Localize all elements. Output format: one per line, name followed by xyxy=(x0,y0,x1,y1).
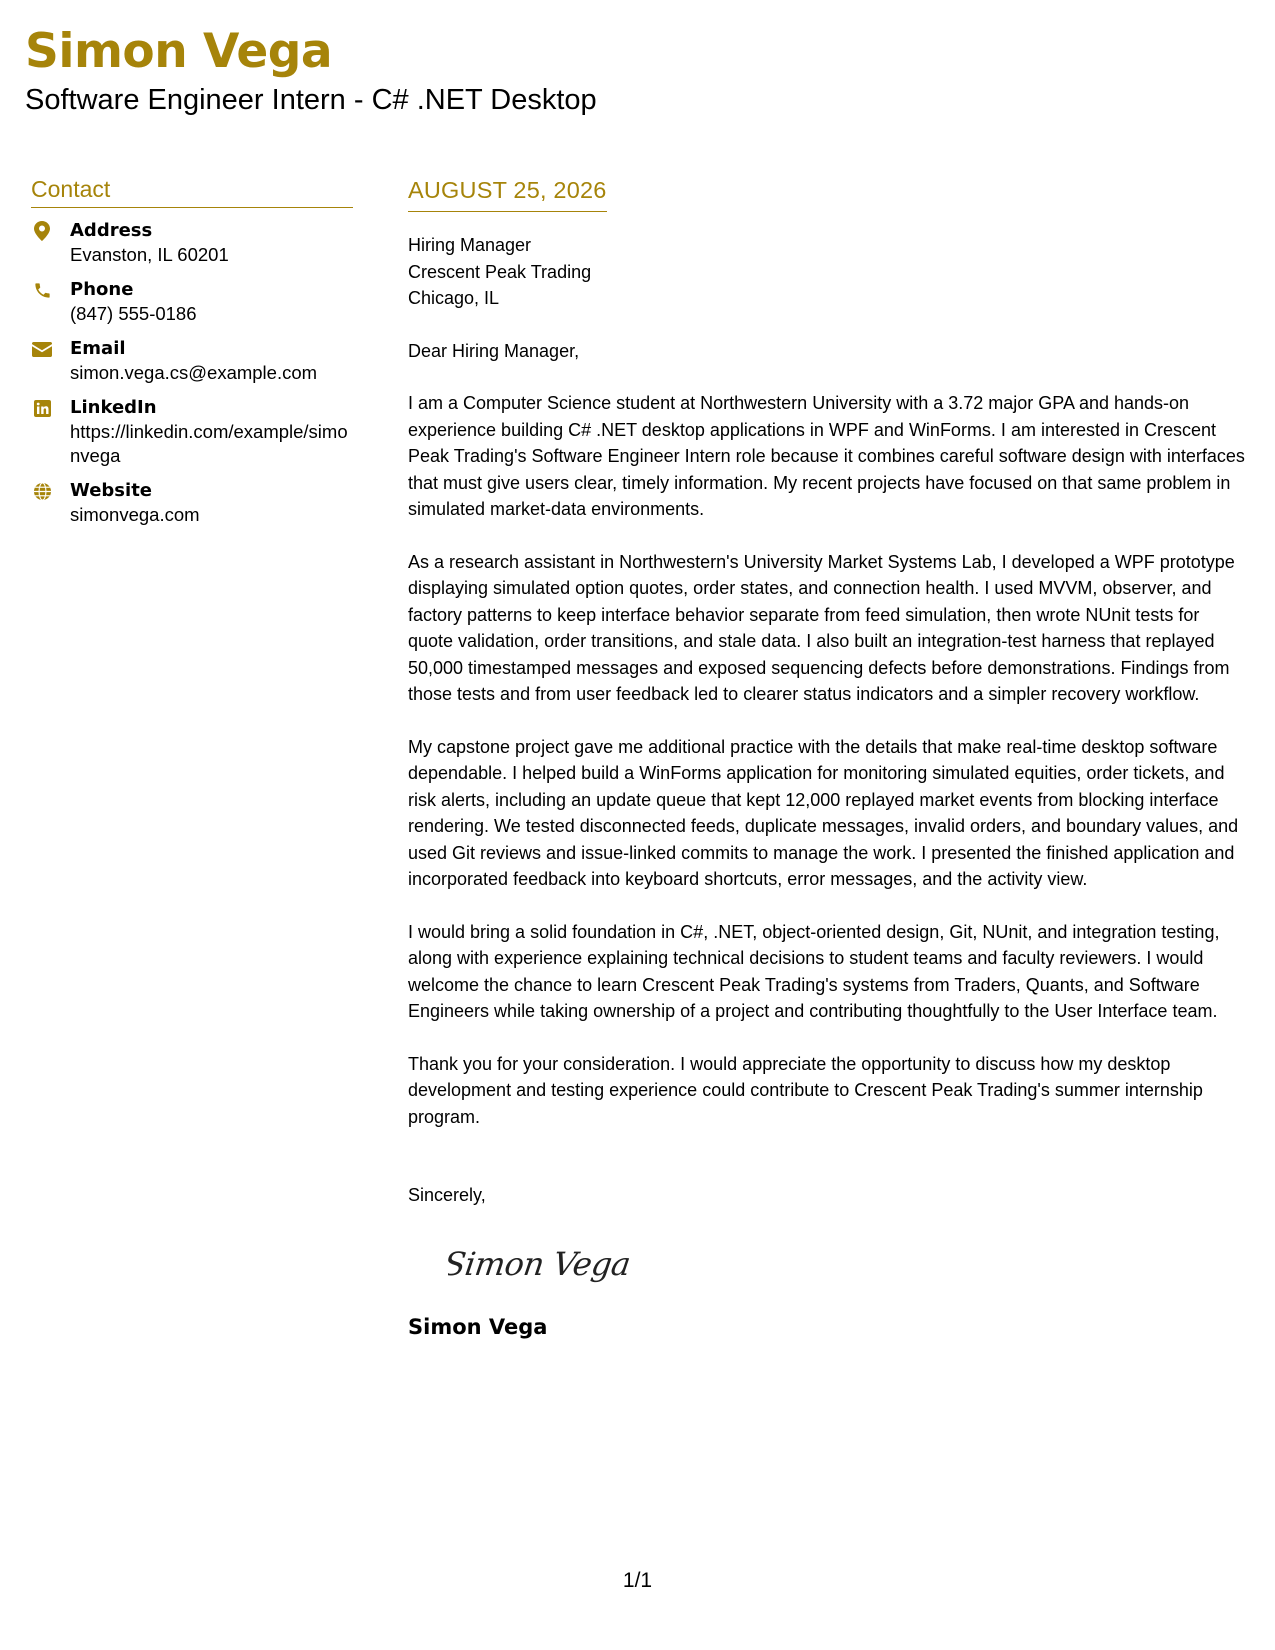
phone-icon xyxy=(31,279,53,301)
recipient-line: Chicago, IL xyxy=(408,288,500,308)
applicant-title: Software Engineer Intern - C# .NET Desktop xyxy=(25,84,597,116)
closing: Sincerely, xyxy=(408,1185,486,1205)
contact-item-address xyxy=(31,218,353,267)
phone-value: (847) 555-0186 xyxy=(70,303,197,324)
address-value: Evanston, IL 60201 xyxy=(70,244,229,265)
contact-label: Website xyxy=(70,480,153,501)
letter-paragraph: I am a Computer Science student at Northwestern University with a 3.72 major GPA and hands-on experience building C# .NET desktop applications in WPF and WinForms. I am interested in Crescent Peak Trading's Software Engineer Intern role because it combines careful software design with interfaces that must give users clear, timely information. My recent projects have focused on that same problem in simulated market-data environments. xyxy=(408,393,1245,519)
contact-item-phone xyxy=(31,277,353,326)
contact-item-email xyxy=(31,336,353,385)
letter-date: AUGUST 25, 2026 xyxy=(408,175,607,212)
contact-item-website xyxy=(31,478,353,527)
contact-item-linkedin xyxy=(31,395,353,468)
signer-name: Simon Vega xyxy=(408,1314,548,1339)
envelope-icon xyxy=(31,338,53,360)
signature-text: Simon Vega xyxy=(448,1244,633,1283)
letter-paragraph: I would bring a solid foundation in C#, .NET, object-oriented design, Git, NUnit, and integration testing, along with experience explaining technical decisions to student teams and faculty reviewers. I would welcome the chance to learn Crescent Peak Trading's systems from Traders, Quants, and Software Engineers while taking ownership of a project and contributing thoughtfully to the User Interface team. xyxy=(408,921,1220,1021)
contact-heading: Contact xyxy=(31,175,353,208)
linkedin-icon xyxy=(31,397,53,419)
linkedin-value[interactable]: https://linkedin.com/example/simonvega xyxy=(70,421,348,466)
salutation: Dear Hiring Manager, xyxy=(408,340,580,361)
contact-label: LinkedIn xyxy=(70,397,157,418)
letter-paragraph: Thank you for your consideration. I would appreciate the opportunity to discuss how my desktop development and testing experience could contribute to Crescent Peak Trading's summer internship program. xyxy=(408,1053,1203,1127)
contact-label: Address xyxy=(70,220,153,241)
recipient-block xyxy=(408,232,1248,312)
letter-header xyxy=(25,22,597,118)
contact-label: Email xyxy=(70,338,126,359)
map-pin-icon xyxy=(31,220,53,242)
recipient-line: Crescent Peak Trading xyxy=(408,261,592,282)
letter-paragraph: My capstone project gave me additional practice with the details that make real-time desktop software dependable. I helped build a WinForms application for monitoring simulated equities, order tickets, and risk alerts, including an update queue that kept 12,000 replayed market events from blocking interface rendering. We tested disconnected feeds, duplicate messages, invalid orders, and boundary values, and used Git reviews and issue-linked commits to manage the work. I presented the finished application and incorporated feedback into keyboard shortcuts, error messages, and the activity view. xyxy=(408,736,1239,889)
page-number: 1/1 xyxy=(622,1569,653,1592)
globe-icon xyxy=(31,480,53,502)
contact-sidebar xyxy=(31,175,353,537)
letter-paragraph: As a research assistant in Northwestern's University Market Systems Lab, I developed a WPF prototype displaying simulated option quotes, order states, and connection health. I used MVVM, observer, and factory patterns to keep interface behavior separate from feed simulation, then wrote NUnit tests for quote validation, order transitions, and stale data. I also built an integration-test harness that replayed 50,000 timestamped messages and exposed sequencing defects before demonstrations. Findings from those tests and from user feedback led to clearer status indicators and a simpler recovery workflow. xyxy=(408,551,1235,704)
recipient-line: Hiring Manager xyxy=(408,235,532,255)
applicant-name: Simon Vega xyxy=(25,24,333,79)
contact-list xyxy=(31,218,353,527)
handwritten-signature xyxy=(448,1235,1248,1295)
website-value[interactable]: simonvega.com xyxy=(70,504,200,525)
letter-body xyxy=(408,175,1248,1341)
contact-label: Phone xyxy=(70,279,134,300)
email-value[interactable]: simon.vega.cs@example.com xyxy=(70,362,318,383)
